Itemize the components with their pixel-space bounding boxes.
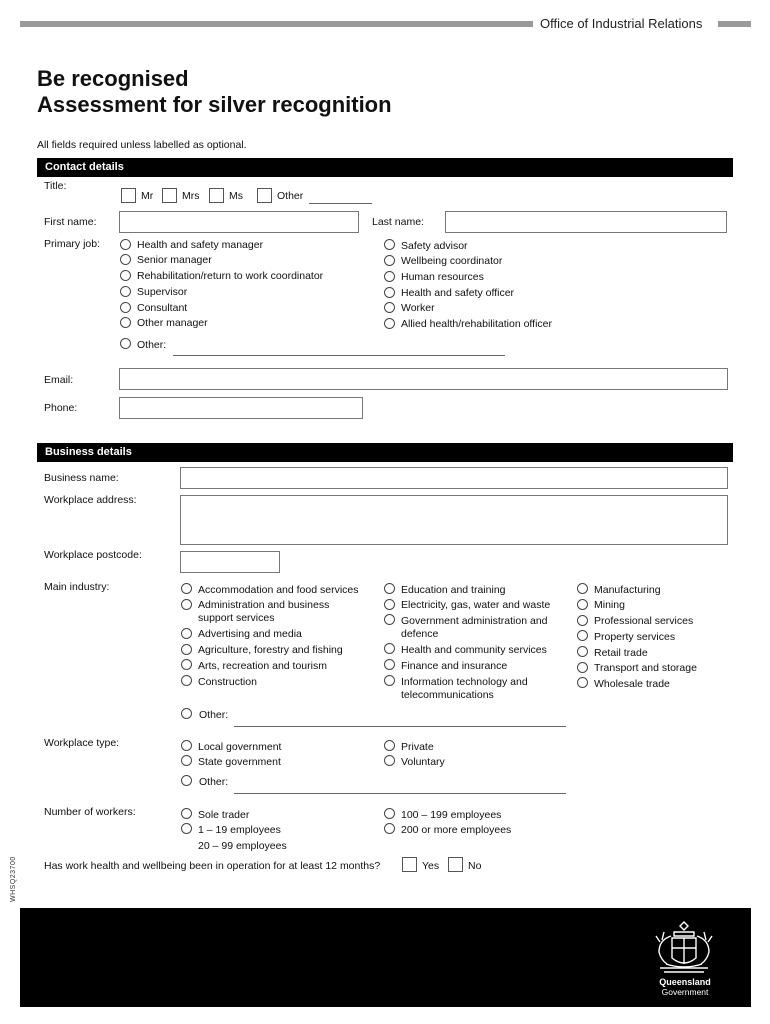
industry-other-label: Other: [199, 709, 229, 721]
industry-option: Electricity, gas, water and waste [401, 599, 551, 611]
workplace-type-option: State government [198, 756, 281, 768]
industry-radio[interactable] [384, 675, 395, 686]
title-ms-checkbox[interactable] [209, 188, 224, 203]
title-other-checkbox[interactable] [257, 188, 272, 203]
workers-radio[interactable] [384, 808, 395, 819]
workers-option: 20 – 99 employees [198, 840, 287, 852]
workplace-type-option: Voluntary [401, 756, 445, 768]
yes-checkbox[interactable] [402, 857, 417, 872]
primary-job-label: Primary job: [44, 238, 101, 250]
industry-option: Arts, recreation and tourism [198, 660, 327, 672]
job-radio[interactable] [384, 255, 395, 266]
header-bar-left [20, 21, 533, 27]
industry-option: Professional services [594, 615, 694, 627]
industry-option: Information technology and telecommunications [401, 676, 528, 701]
business-name-label: Business name: [44, 472, 119, 484]
job-option: Rehabilitation/return to work coordinator [137, 270, 324, 282]
job-option: Worker [401, 302, 435, 314]
government-wordmark: Government [661, 987, 709, 997]
industry-option: Agriculture, forestry and fishing [198, 644, 343, 656]
industry-option: Education and training [401, 584, 506, 596]
industry-option: Administration and business support services [198, 599, 330, 624]
job-radio[interactable] [384, 271, 395, 282]
industry-option: Finance and insurance [401, 660, 508, 672]
job-radio[interactable] [120, 302, 131, 313]
job-option: Health and safety manager [137, 239, 264, 251]
title-label: Title: [44, 180, 67, 192]
industry-radio[interactable] [384, 614, 395, 625]
industry-option: Health and community services [401, 644, 547, 656]
first-name-field[interactable] [119, 211, 359, 233]
job-radio[interactable] [120, 317, 131, 328]
workers-radio[interactable] [181, 808, 192, 819]
office-name: Office of Industrial Relations [540, 16, 703, 31]
industry-radio[interactable] [181, 628, 192, 639]
business-name-field[interactable] [180, 467, 728, 489]
job-option: Consultant [137, 302, 188, 314]
phone-field[interactable] [119, 397, 363, 419]
last-name-label: Last name: [372, 216, 424, 228]
email-field[interactable] [119, 368, 728, 390]
workplace-type-option: Local government [198, 741, 282, 753]
job-radio[interactable] [120, 286, 131, 297]
workplace-other-field[interactable] [234, 793, 566, 794]
industry-option: Wholesale trade [594, 678, 670, 690]
workplace-other-radio[interactable] [181, 775, 192, 786]
industry-radio[interactable] [181, 659, 192, 670]
no-checkbox[interactable] [448, 857, 463, 872]
industry-radio[interactable] [181, 583, 192, 594]
job-option: Human resources [401, 271, 484, 283]
title-ms-label: Ms [229, 190, 243, 202]
industry-radio[interactable] [384, 583, 395, 594]
operation-question: Has work health and wellbeing been in operation for at least 12 months? [44, 860, 381, 872]
workers-option: 200 or more employees [401, 824, 512, 836]
job-other-radio[interactable] [120, 338, 131, 349]
job-option: Allied health/rehabilitation officer [401, 318, 552, 330]
workers-option: 1 – 19 employees [198, 824, 281, 836]
industry-option: Property services [594, 631, 676, 643]
industry-option: Transport and storage [594, 662, 697, 674]
industry-radio[interactable] [577, 599, 588, 610]
workplace-address-field[interactable] [180, 495, 728, 545]
job-other-field[interactable] [173, 355, 505, 356]
email-label: Email: [44, 374, 74, 386]
first-name-label: First name: [44, 216, 97, 228]
required-note: All fields required unless labelled as optional. [37, 139, 247, 151]
no-label: No [468, 860, 482, 872]
main-industry-label: Main industry: [44, 581, 110, 593]
industry-other-radio[interactable] [181, 708, 192, 719]
industry-radio[interactable] [577, 583, 588, 594]
industry-option: Accommodation and food services [198, 584, 359, 596]
job-radio[interactable] [120, 239, 131, 250]
number-of-workers-label: Number of workers: [44, 806, 136, 818]
workers-radio[interactable] [384, 823, 395, 834]
page-title: Be recognised [37, 66, 189, 91]
industry-option: Manufacturing [594, 584, 661, 596]
workers-option: Sole trader [198, 809, 250, 821]
last-name-field[interactable] [445, 211, 727, 233]
queensland-wordmark: Queensland [659, 977, 711, 987]
industry-radio[interactable] [577, 646, 588, 657]
industry-option: Advertising and media [198, 628, 302, 640]
industry-radio[interactable] [384, 643, 395, 654]
workplace-postcode-label: Workplace postcode: [44, 549, 142, 561]
industry-radio[interactable] [577, 630, 588, 641]
workplace-type-option: Private [401, 741, 434, 753]
workplace-other-label: Other: [199, 776, 229, 788]
job-option: Wellbeing coordinator [401, 255, 503, 267]
title-mr-checkbox[interactable] [121, 188, 136, 203]
industry-option: Construction [198, 676, 257, 688]
job-radio[interactable] [384, 302, 395, 313]
workplace-type-radio[interactable] [384, 740, 395, 751]
job-radio[interactable] [120, 254, 131, 265]
job-radio[interactable] [384, 239, 395, 250]
industry-radio[interactable] [181, 599, 192, 610]
form-code: WHSQ23700 [10, 856, 17, 902]
workplace-type-radio[interactable] [384, 755, 395, 766]
job-radio[interactable] [384, 287, 395, 298]
title-other-label: Other [277, 190, 304, 202]
workplace-type-radio[interactable] [181, 755, 192, 766]
yes-label: Yes [422, 860, 440, 872]
title-mrs-checkbox[interactable] [162, 188, 177, 203]
workplace-type-label: Workplace type: [44, 737, 120, 749]
job-other-label: Other: [137, 339, 167, 351]
workers-option: 100 – 199 employees [401, 809, 502, 821]
industry-radio[interactable] [181, 644, 192, 655]
workplace-address-label: Workplace address: [44, 494, 137, 506]
business-section-header: Business details [37, 443, 733, 462]
page-subtitle: Assessment for silver recognition [37, 92, 392, 117]
title-other-field[interactable] [309, 203, 372, 204]
industry-radio[interactable] [577, 615, 588, 626]
job-option: Safety advisor [401, 240, 468, 252]
title-mr-label: Mr [141, 190, 154, 202]
header-bar-right [718, 21, 751, 27]
job-radio[interactable] [384, 318, 395, 329]
phone-label: Phone: [44, 402, 78, 414]
contact-section-header: Contact details [37, 158, 733, 177]
industry-other-field[interactable] [234, 726, 566, 727]
industry-radio[interactable] [577, 677, 588, 688]
industry-option: Government administration and defence [401, 615, 548, 640]
industry-option: Mining [594, 599, 625, 611]
workplace-postcode-field[interactable] [180, 551, 280, 573]
queensland-crest-icon [652, 918, 716, 976]
industry-radio[interactable] [384, 599, 395, 610]
footer-bar [20, 908, 751, 1007]
job-option: Health and safety officer [401, 287, 515, 299]
industry-option: Retail trade [594, 647, 648, 659]
industry-radio[interactable] [181, 675, 192, 686]
job-radio[interactable] [120, 270, 131, 281]
workers-radio[interactable] [181, 823, 192, 834]
title-mrs-label: Mrs [182, 190, 200, 202]
industry-radio[interactable] [577, 662, 588, 673]
job-option: Other manager [137, 317, 208, 329]
industry-radio[interactable] [384, 659, 395, 670]
job-option: Senior manager [137, 254, 212, 266]
job-option: Supervisor [137, 286, 188, 298]
workplace-type-radio[interactable] [181, 740, 192, 751]
